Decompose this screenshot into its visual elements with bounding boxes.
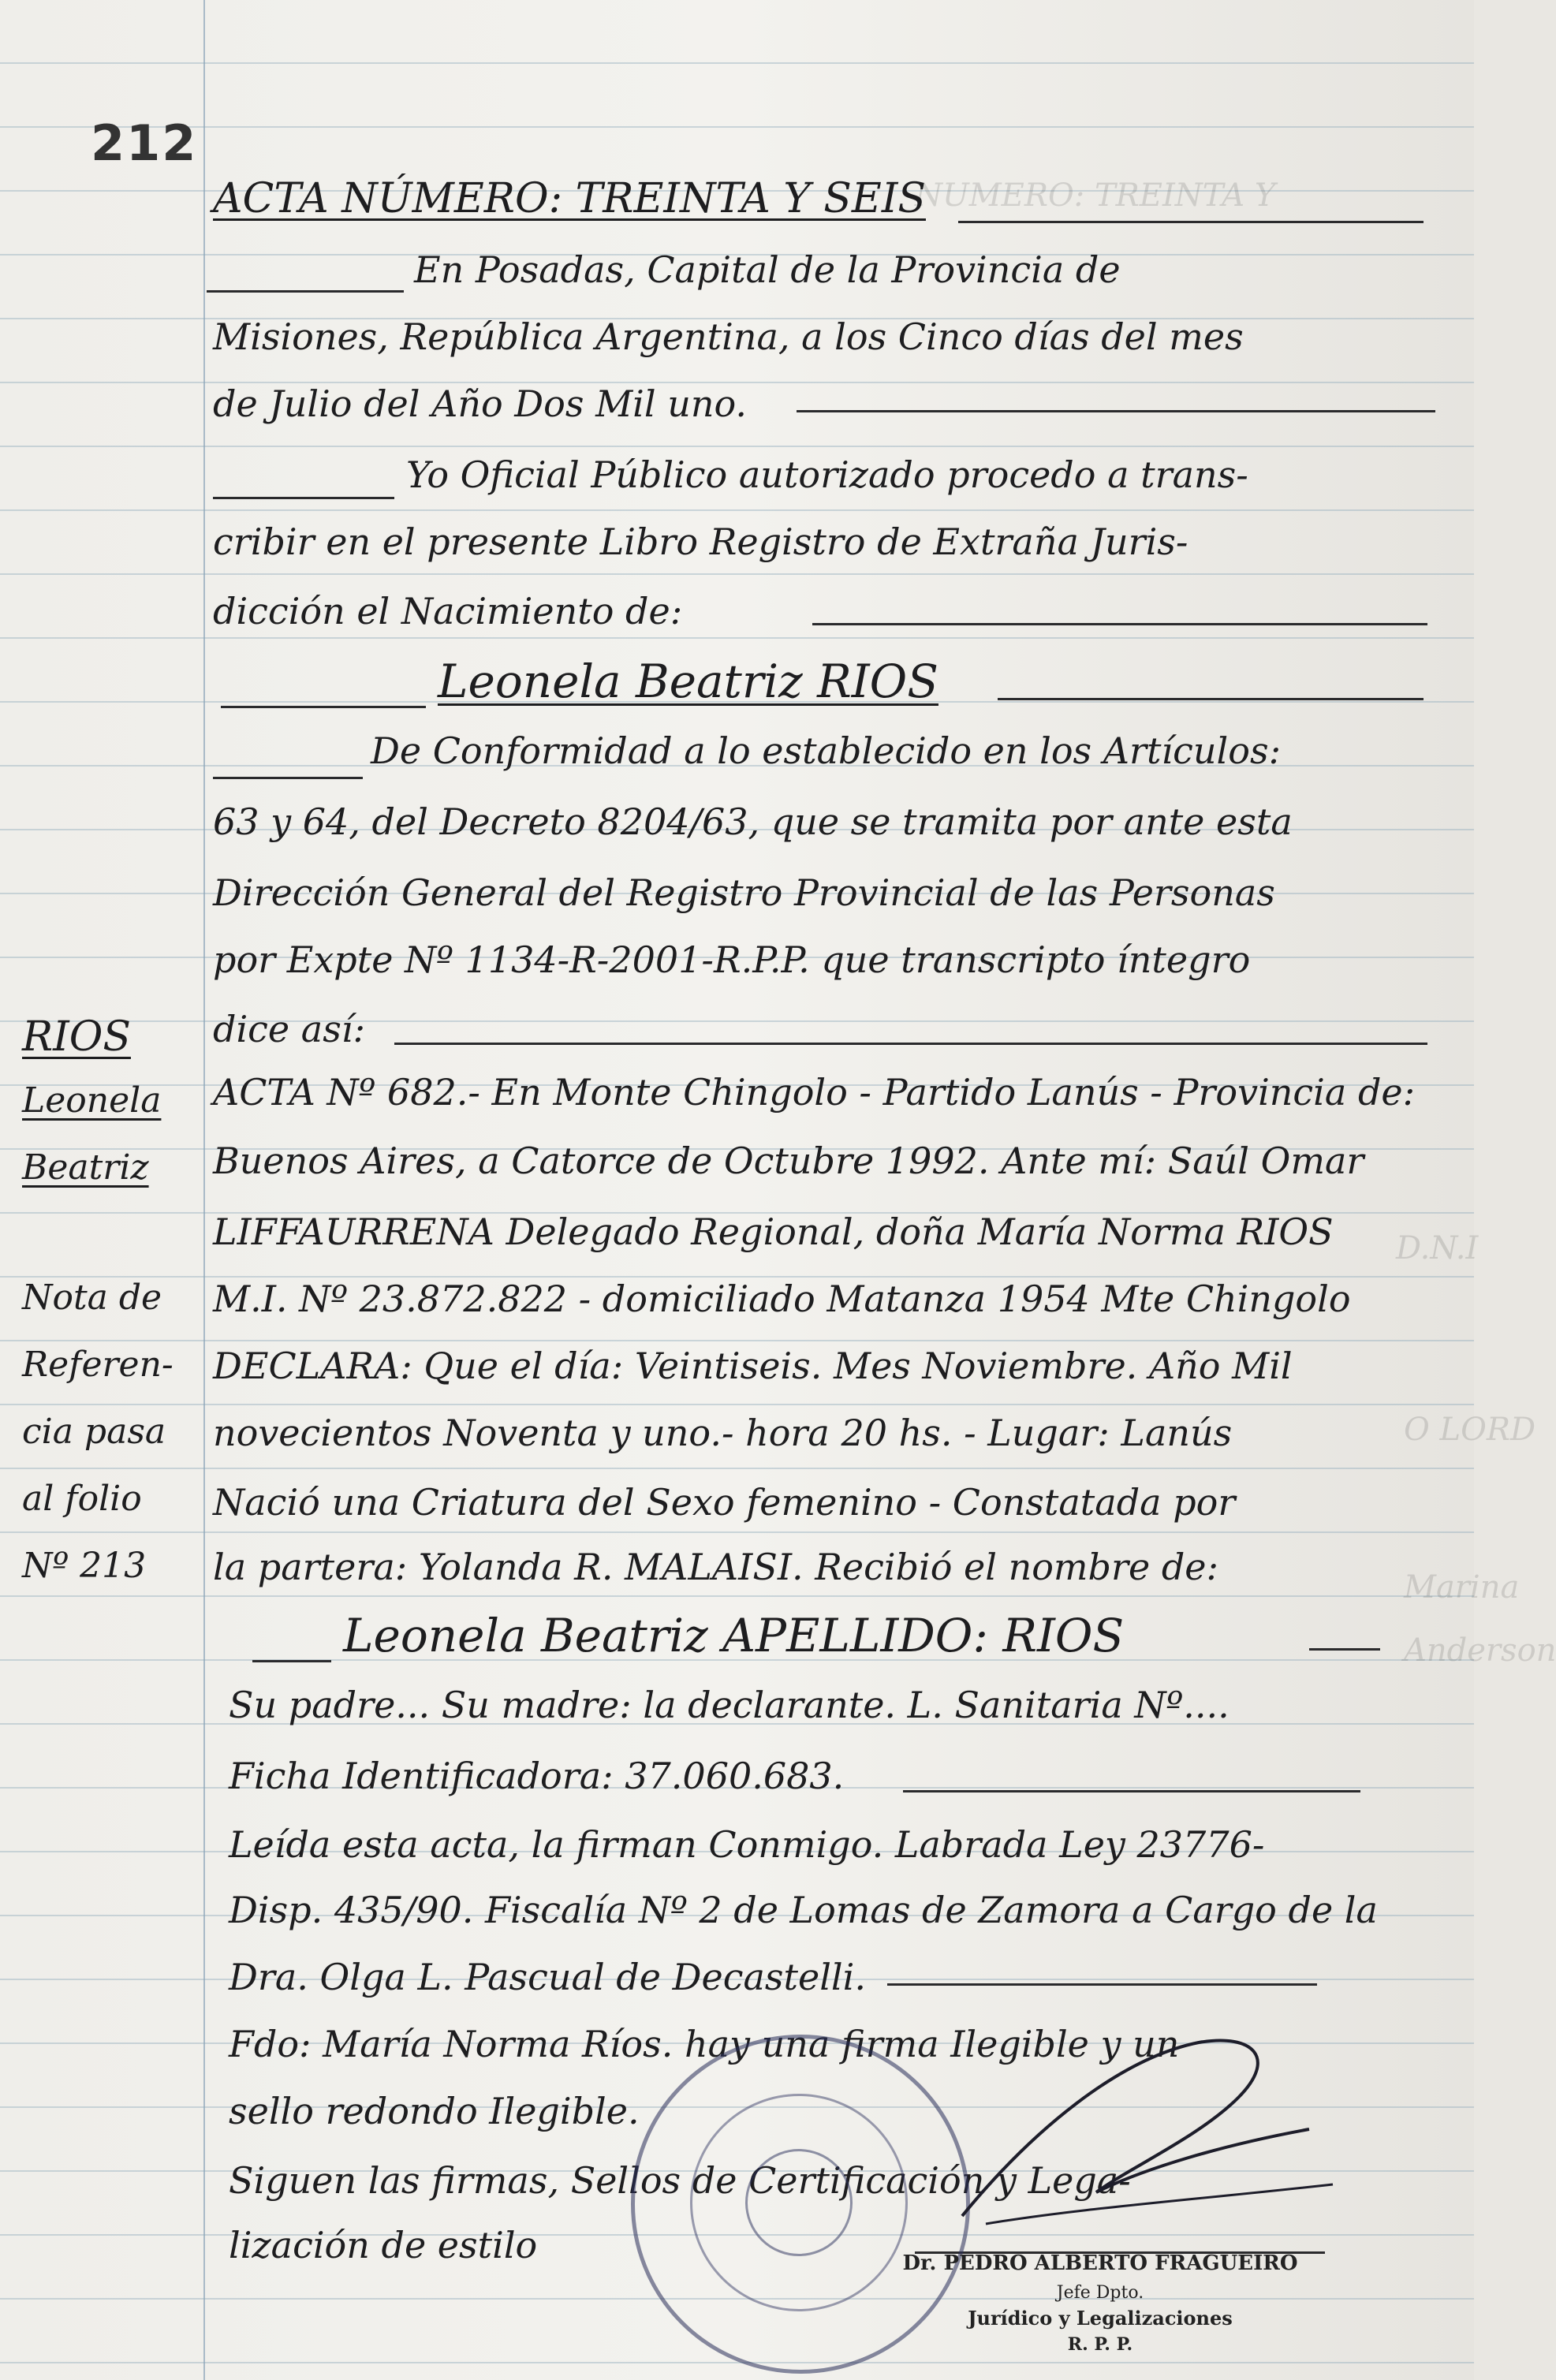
fill-line — [998, 698, 1424, 700]
margin-first-name: Leonela — [22, 1080, 162, 1121]
text-line: dice así: — [213, 1008, 366, 1050]
fill-line — [394, 1043, 1427, 1045]
fill-line — [887, 1983, 1317, 1986]
text-line: Misiones, República Argentina, a los Cinco días del mes — [213, 315, 1244, 358]
bleed-through-text: D.N.I — [1396, 1230, 1479, 1266]
text-line: la partera: Yolanda R. MALAISI. Recibió el nombre de: — [213, 1546, 1218, 1588]
fill-line — [797, 410, 1435, 412]
margin-rule — [203, 0, 205, 2380]
text-line: Yo Oficial Público autorizado procedo a trans- — [406, 453, 1248, 496]
text-line: Dra. Olga L. Pascual de Decastelli. — [229, 1956, 866, 1998]
text-line: sello redondo Ilegible. — [229, 2090, 640, 2132]
fill-line — [903, 1790, 1360, 1792]
stamp-title: Jefe Dpto. — [1056, 2283, 1144, 2303]
fill-line — [207, 290, 404, 293]
fill-line — [958, 221, 1424, 223]
text-line: Fdo: María Norma Ríos. hay una firma Ilegible y un — [229, 2023, 1180, 2065]
bleed-through-text: NUMERO: TREINTA Y — [915, 177, 1276, 214]
text-line: Buenos Aires, a Catorce de Octubre 1992. Ante mí: Saúl Omar — [213, 1140, 1364, 1182]
bleed-through-text: O LORD — [1404, 1412, 1536, 1448]
text-line: De Conformidad a lo establecido en los Artículos: — [371, 729, 1282, 772]
margin-note: al folio — [22, 1479, 142, 1519]
text-line: ACTA Nº 682.- En Monte Chingolo - Partido Lanús - Provincia de: — [213, 1071, 1416, 1114]
margin-surname: RIOS — [22, 1013, 131, 1061]
text-line: M.I. Nº 23.872.822 - domiciliado Matanza 1954 Mte Chingolo — [213, 1278, 1351, 1320]
text-line: de Julio del Año Dos Mil uno. — [213, 382, 747, 425]
text-line: Disp. 435/90. Fiscalía Nº 2 de Lomas de Zamora a Cargo de la — [229, 1889, 1378, 1931]
text-line: DECLARA: Que el día: Veintiseis. Mes Noviembre. Año Mil — [213, 1345, 1293, 1387]
bleed-through-text: Marina — [1404, 1569, 1520, 1606]
margin-note: Nota de — [22, 1278, 162, 1318]
fill-line — [1309, 1648, 1380, 1651]
text-line: cribir en el presente Libro Registro de Extraña Juris- — [213, 520, 1188, 563]
text-line: LIFFAURRENA Delegado Regional, doña María Norma RIOS — [213, 1211, 1334, 1253]
stamp-department: Jurídico y Legalizaciones — [968, 2307, 1233, 2330]
margin-second-name: Beatriz — [22, 1147, 149, 1188]
text-line: Dirección General del Registro Provincial de las Personas — [213, 871, 1275, 914]
child-name-line: Leonela Beatriz APELLIDO: RIOS — [343, 1609, 1125, 1662]
stamp-office: R. P. P. — [1067, 2334, 1133, 2355]
margin-note: Referen- — [22, 1345, 174, 1385]
text-line: En Posadas, Capital de la Provincia de — [414, 248, 1121, 291]
child-name-heading: Leonela Beatriz RIOS — [438, 655, 938, 708]
text-line: Ficha Identificadora: 37.060.683. — [229, 1755, 845, 1797]
page-number: 212 — [91, 114, 198, 172]
signature-icon — [938, 2011, 1349, 2240]
acta-title: ACTA NÚMERO: TREINTA Y SEIS — [213, 175, 926, 222]
text-line: lización de estilo — [229, 2224, 538, 2266]
margin-note: Nº 213 — [22, 1546, 147, 1586]
text-line: dicción el Nacimiento de: — [213, 590, 683, 632]
fill-line — [213, 777, 363, 779]
fill-line — [812, 623, 1427, 625]
text-line: Nació una Criatura del Sexo femenino - Constatada por — [213, 1481, 1236, 1524]
fill-line — [252, 1660, 331, 1662]
text-line: por Expte Nº 1134-R-2001-R.P.P. que transcripto íntegro — [213, 938, 1251, 981]
margin-note: cia pasa — [22, 1412, 166, 1452]
seal-emblem-icon — [745, 2149, 853, 2256]
text-line: 63 y 64, del Decreto 8204/63, que se tramita por ante esta — [213, 800, 1293, 843]
stamp-officer-name: Dr. PEDRO ALBERTO FRAGUEIRO — [902, 2251, 1298, 2275]
fill-line — [213, 497, 394, 499]
text-line: Siguen las firmas, Sellos de Certificación y Lega- — [229, 2159, 1131, 2202]
text-line: novecientos Noventa y uno.- hora 20 hs. - Lugar: Lanús — [213, 1412, 1233, 1454]
text-line: Su padre... Su madre: la declarante. L. Sanitaria Nº.... — [229, 1684, 1230, 1726]
bleed-through-text: Anderson — [1404, 1632, 1556, 1669]
fill-line — [221, 706, 426, 708]
text-line: Leída esta acta, la firman Conmigo. Labrada Ley 23776- — [229, 1823, 1265, 1866]
